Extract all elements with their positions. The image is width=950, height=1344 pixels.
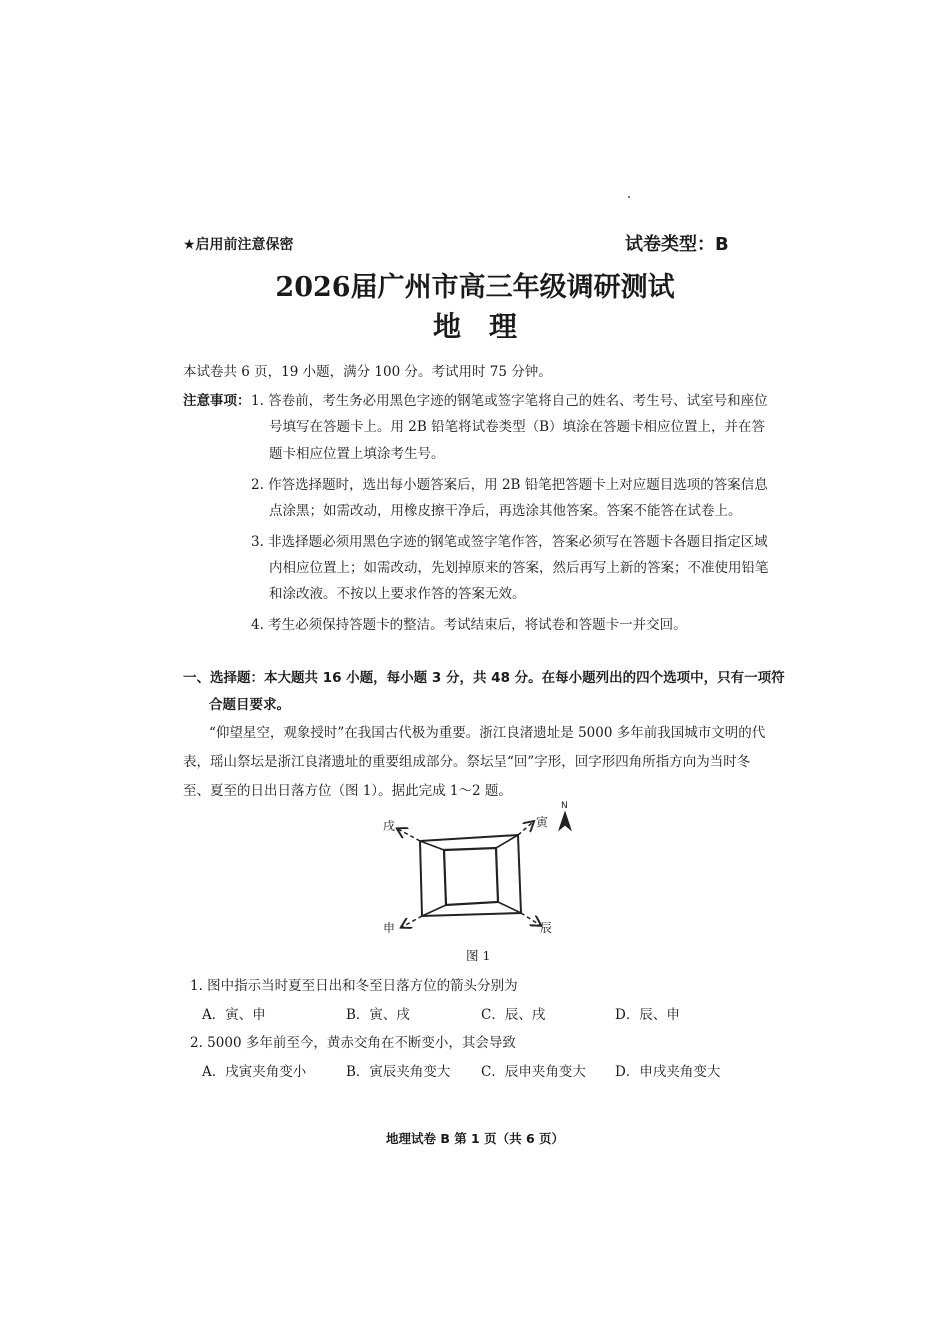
altar-diagram xyxy=(370,795,590,945)
notice-item-1-line-3: 题卡相应位置上填涂考生号。 xyxy=(269,446,445,462)
question-2-option-c: C．辰申夹角变大 xyxy=(481,1064,586,1080)
notice-item-2-line-2: 点涂黑；如需改动，用橡皮擦干净后，再选涂其他答案。答案不能答在试卷上。 xyxy=(269,503,742,519)
notice-item-3-line-3: 和涂改液。不按以上要求作答的答案无效。 xyxy=(269,586,526,602)
notice-item-1-line-2: 号填写在答题卡上。用 2B 铅笔将试卷类型（B）填涂在答题卡相应位置上，并在答 xyxy=(269,419,766,435)
exam-title: 2026届广州市高三年级调研测试 xyxy=(275,272,675,303)
figure-caption: 图 1 xyxy=(466,948,491,963)
paper-type: 试卷类型：B xyxy=(625,234,729,255)
label-chen: 辰 xyxy=(540,921,553,935)
connector-sw xyxy=(422,905,446,916)
subject-title: 地理 xyxy=(432,310,545,343)
arrow-shen xyxy=(402,916,422,927)
arrow-chen xyxy=(521,913,540,925)
notice-item-3-line-2: 内相应位置上；如需改动，先划掉原来的答案，然后再写上新的答案；不准使用铅笔 xyxy=(269,560,769,576)
notice-item-1-line-1: 1. 答卷前，考生务必用黑色字迹的钢笔或签字笔将自己的姓名、考生号、试室号和座位 xyxy=(251,393,768,409)
connector-se xyxy=(498,902,521,913)
speck-mark xyxy=(628,196,630,198)
arrow-yin xyxy=(518,822,533,835)
notice-label: 注意事项： xyxy=(183,393,251,409)
passage-line-2: 表，瑶山祭坛是浙江良渚遗址的重要组成部分。祭坛呈“回”字形，回字形四角所指方向为当时冬 xyxy=(183,754,751,770)
north-label: N xyxy=(561,801,568,811)
section-heading-line-1: 一、选择题：本大题共 16 小题，每小题 3 分，共 48 分。在每小题列出的四个选项中，只有一项符 xyxy=(183,670,785,686)
passage-line-1: “仰望星空，观象授时”在我国古代极为重要。浙江良渚遗址是 5000 多年前我国城市文明的代 xyxy=(209,725,766,741)
question-2-option-d: D．申戌夹角变大 xyxy=(615,1064,721,1080)
question-1-stem: 1. 图中指示当时夏至日出和冬至日落方位的箭头分别为 xyxy=(190,978,518,994)
question-1-option-a: A．寅、申 xyxy=(202,1007,266,1023)
notice-item-4-line-1: 4. 考生必须保持答题卡的整洁。考试结束后，将试卷和答题卡一并交回。 xyxy=(251,617,687,633)
arrow-xu xyxy=(398,829,420,841)
exam-intro: 本试卷共 6 页，19 小题，满分 100 分。考试用时 75 分钟。 xyxy=(183,364,552,380)
question-1-option-b: B．寅、戌 xyxy=(346,1007,410,1023)
connector-nw xyxy=(420,841,444,850)
inner-square xyxy=(444,848,498,905)
section-heading-line-2: 合题目要求。 xyxy=(209,697,290,713)
question-1-option-c: C．辰、戌 xyxy=(481,1007,546,1023)
label-xu: 戌 xyxy=(383,819,396,833)
question-2-option-b: B．寅辰夹角变大 xyxy=(346,1064,451,1080)
label-shen: 申 xyxy=(383,921,396,935)
notice-item-2-line-1: 2. 作答选择题时，选出每小题答案后，用 2B 铅笔把答题卡上对应题目选项的答案信息 xyxy=(251,477,768,493)
page-footer: 地理试卷 B 第 1 页（共 6 页） xyxy=(385,1131,565,1146)
label-yin: 寅 xyxy=(536,815,549,829)
notice-item-3-line-1: 3. 非选择题必须用黑色字迹的钢笔或签字笔作答，答案必须写在答题卡各题目指定区域 xyxy=(251,534,768,550)
question-2-stem: 2. 5000 多年前至今，黄赤交角在不断变小，其会导致 xyxy=(190,1035,516,1051)
confidential-notice: ★启用前注意保密 xyxy=(183,237,294,253)
question-1-option-d: D．辰、申 xyxy=(615,1007,680,1023)
north-arrow-icon xyxy=(559,812,571,830)
question-2-option-a: A．戌寅夹角变小 xyxy=(202,1064,307,1080)
passage-line-3: 至、夏至的日出日落方位（图 1）。据此完成 1～2 题。 xyxy=(183,783,512,799)
